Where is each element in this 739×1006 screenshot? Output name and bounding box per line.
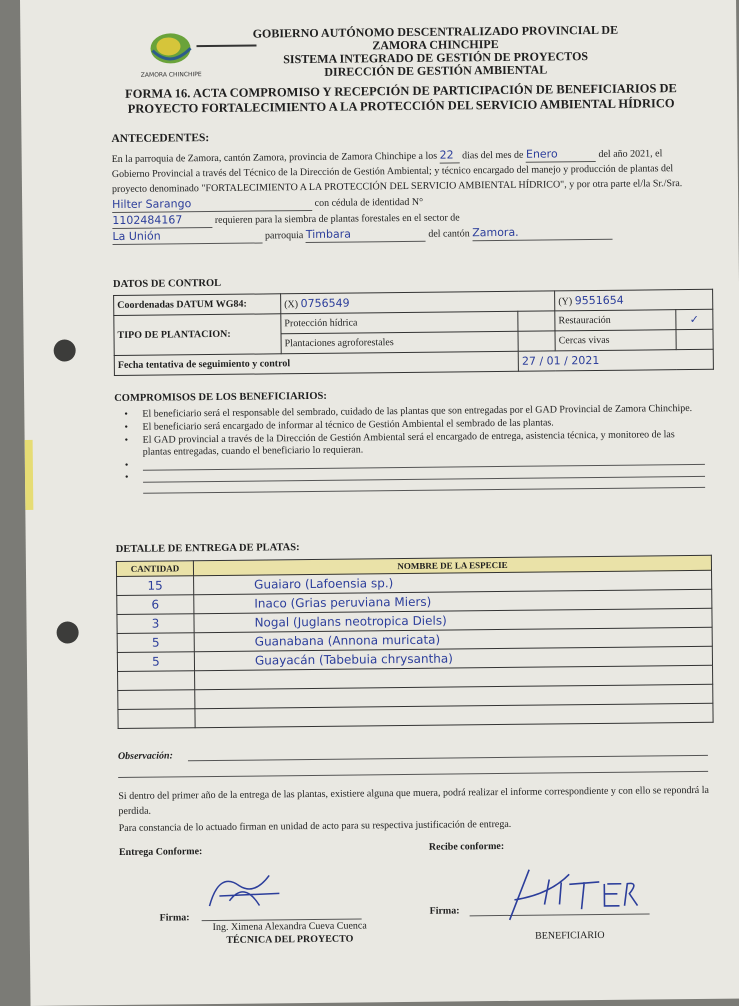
- entrega-label: Entrega Conforme:: [118, 846, 203, 859]
- canton-field[interactable]: Zamora.: [472, 224, 612, 241]
- header-line: SISTEMA INTEGRADO DE GESTIÓN DE PROYECTOS: [283, 49, 589, 67]
- list-item: • El GAD provincial a través de la Dirección de Gestión Ambiental será el encargado de entrega, asistencia técnica, y monitoreo de las plantas entregadas, cuando el beneficiario lo requieran.: [115, 429, 705, 459]
- qty-cell[interactable]: 5: [117, 652, 194, 672]
- gad-logo-icon: [138, 28, 209, 83]
- y-value[interactable]: 9551654: [574, 293, 624, 308]
- text: del año: [598, 148, 628, 160]
- qty-cell[interactable]: [118, 671, 195, 691]
- firma-label: Firma:: [159, 912, 190, 924]
- species-cell[interactable]: Nogal (Juglans neotropica Diels): [194, 608, 712, 632]
- checkbox-agroforestales[interactable]: [518, 331, 555, 351]
- x-value[interactable]: 0756549: [300, 296, 350, 311]
- species-cell[interactable]: Guaiaro (Lafoensia sp.): [194, 570, 712, 594]
- signer1-name: Ing. Ximena Alexandra Cueva Cuenca: [212, 920, 367, 934]
- text: del cantón: [428, 228, 470, 240]
- fecha-label: Fecha tentativa de seguimiento y control: [114, 351, 518, 375]
- header-line: ZAMORA CHINCHIPE: [372, 36, 499, 53]
- header-line: DIRECCIÓN DE GESTIÓN AMBIENTAL: [324, 62, 548, 79]
- col-especie: NOMBRE DE LA ESPECIE: [193, 555, 711, 575]
- logo-text: ZAMORA CHINCHIPE: [140, 71, 202, 79]
- fecha-value[interactable]: 27 / 01 / 2021: [518, 349, 713, 371]
- text: requieren para la siembra de plantas forestales en el sector de: [214, 212, 460, 226]
- name-field[interactable]: Hilter Sarango: [112, 195, 312, 213]
- col-cantidad: CANTIDAD: [116, 561, 193, 577]
- checkbox-restauracion[interactable]: ✓: [676, 309, 713, 329]
- species-cell[interactable]: Inaco (Grias peruviana Miers): [194, 589, 712, 613]
- checkbox-cercas[interactable]: [676, 329, 713, 349]
- coord-label: Coordenadas DATUM WG84:: [114, 294, 281, 316]
- header-line: GOBIERNO AUTÓNOMO DESCENTRALIZADO PROVINCIAL DE: [252, 22, 619, 41]
- y-cell: [555, 289, 713, 311]
- footer-note: Para constancia de lo actuado firman en unidad de acto para su respectiva justificación de entrega.: [118, 818, 512, 835]
- yellow-tab: [25, 440, 34, 510]
- observacion-label: Observación:: [117, 750, 173, 763]
- observacion-line[interactable]: [188, 755, 708, 761]
- header: [220, 23, 651, 80]
- day-field[interactable]: 22: [440, 147, 460, 163]
- antecedentes-heading: ANTECEDENTES:: [111, 132, 210, 146]
- qty-cell[interactable]: [118, 709, 195, 729]
- species-cell[interactable]: [195, 703, 713, 727]
- checkbox-proteccion[interactable]: [518, 311, 555, 331]
- text: 2021, el Gobierno Provincial a través del Técnico de la Dirección de Gestión Ambiental; y técnico encargado del manejo y producción de plantas del proyecto denominado "FORTALECIMIENTO A LA PROTECCIÓN DEL SERVICIO AMBIENTAL HÍDRICO", y por otra parte el/la Sr./Sra.: [111, 148, 683, 196]
- compromisos-list: [114, 403, 705, 495]
- month-field[interactable]: Enero: [526, 146, 596, 163]
- species-cell[interactable]: Guanabana (Annona muricata): [194, 627, 712, 651]
- qty-cell[interactable]: 5: [117, 633, 194, 653]
- firma-label: Firma:: [429, 905, 460, 917]
- signature-tecnica-icon: [199, 865, 290, 916]
- tipo-label: TIPO DE PLANTACION:: [114, 314, 281, 356]
- document-sheet: [20, 0, 739, 1006]
- text: En la parroquia de Zamora, cantón Zamora, provincia de Zamora Chinchipe a los: [111, 150, 438, 166]
- list-item: • El beneficiario será el responsable del sembrado, cuidado de las plantas que son entregadas por el GAD Provincial de Zamora Chinchipe.: [114, 403, 704, 421]
- signer2-role: BENEFICIARIO: [535, 929, 605, 942]
- qty-cell[interactable]: 15: [117, 576, 194, 596]
- text: con cédula de identidad N°: [314, 196, 424, 209]
- list-item: • El beneficiario será encargado de informar al técnico de Gestión Ambiental el sembrado de las plantas.: [114, 416, 704, 434]
- y-label: (Y): [558, 296, 573, 308]
- antecedentes-text: [112, 145, 703, 245]
- control-table: [113, 289, 714, 376]
- parish-field[interactable]: Timbara: [306, 226, 426, 243]
- option-proteccion: Protección hídrica: [281, 311, 518, 333]
- species-table: [116, 555, 714, 729]
- form-title: FORMA 16. ACTA COMPROMISO Y RECEPCIÓN DE PARTICIPACIÓN DE BENEFICIARIOS DE PROYECTO FORTALECIMIENTO A LA PROTECCIÓN DEL SERVICIO AMBIENTAL HÍDRICO: [125, 81, 677, 116]
- control-heading: DATOS DE CONTROL: [112, 277, 222, 291]
- option-agroforestales: Plantaciones agroforestales: [281, 331, 518, 353]
- option-cercas: Cercas vivas: [555, 330, 676, 351]
- id-field[interactable]: 1102484167: [112, 212, 212, 229]
- observacion-line[interactable]: [118, 771, 708, 778]
- punch-hole: [54, 339, 76, 361]
- footer-note: Si dentro del primer año de la entrega de las plantas, existiere alguna que muera, podrá realizar el informe correspondiente y con ello se repondrá la perdida.: [118, 784, 709, 818]
- qty-cell[interactable]: 3: [117, 614, 194, 634]
- signature-beneficiario-icon: [489, 864, 640, 926]
- x-label: (X): [284, 299, 299, 311]
- signer1-role: TÉCNICA DEL PROYECTO: [226, 933, 354, 946]
- detalle-heading: DETALLE DE ENTREGA DE PLATAS:: [115, 542, 300, 556]
- text: dias del mes de: [462, 149, 524, 162]
- compromisos-heading: COMPROMISOS DE LOS BENEFICIARIOS:: [114, 390, 327, 405]
- qty-cell[interactable]: 6: [117, 595, 194, 615]
- recibe-label: Recibe conforme:: [428, 840, 505, 853]
- option-restauracion: Restauración: [555, 310, 676, 331]
- punch-hole: [57, 621, 79, 643]
- sector-field[interactable]: La Unión: [112, 227, 262, 245]
- species-cell[interactable]: Guayacán (Tabebuia chrysantha): [194, 646, 712, 670]
- qty-cell[interactable]: [118, 690, 195, 710]
- text: parroquia: [264, 230, 304, 242]
